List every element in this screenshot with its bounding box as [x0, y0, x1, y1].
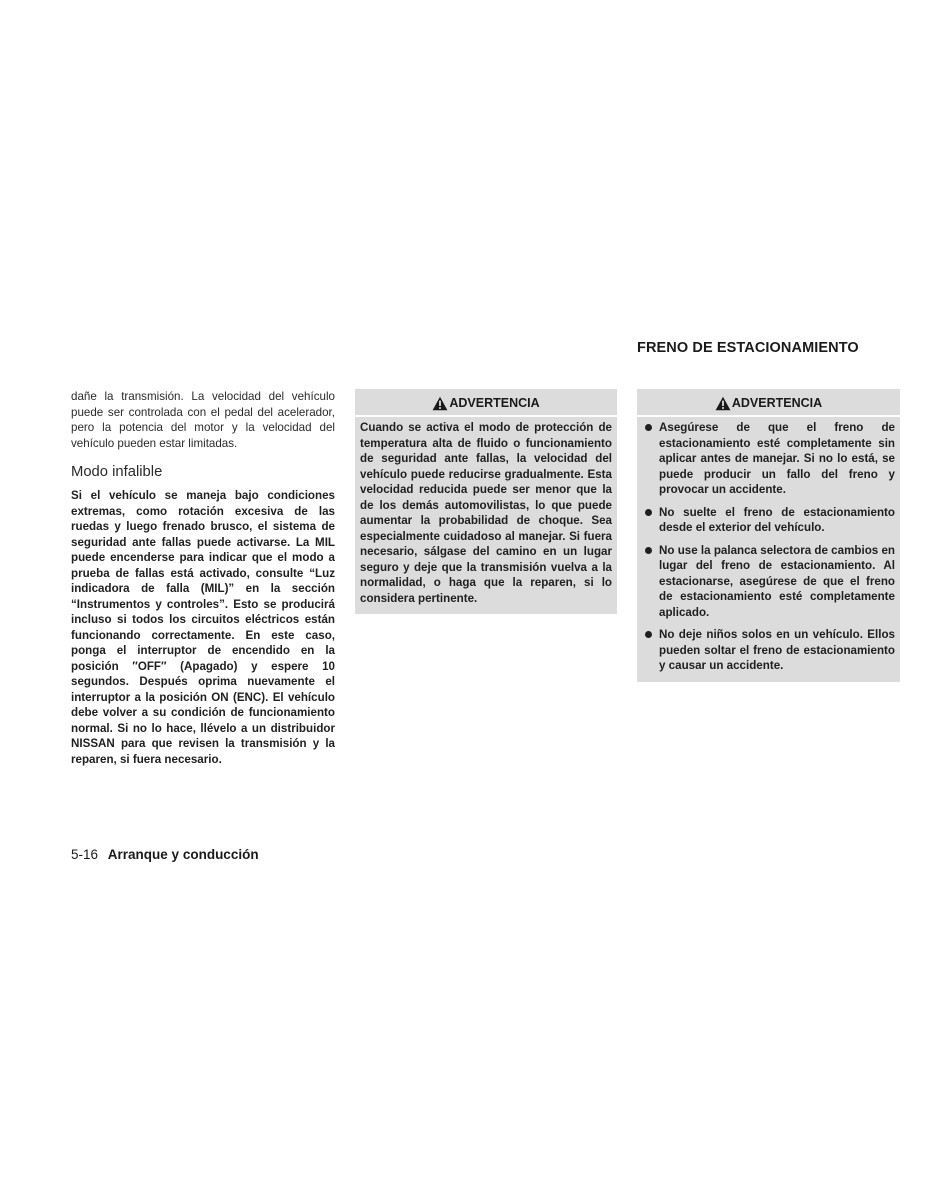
warning-text: Cuando se activa el modo de protección de temperatura alta de fluido o funcionamiento de seguridad ante fallas, la velocidad del vehículo puede reducirse gradualmente. Esta velocidad reducida puede ser menor que la de los demás automovilistas, lo que puede aumentar la probabilidad de choque. Sea especialmente cuidadoso al manejar. Si fuera necesario, sálgase del camino en un lugar seguro y deje que la transmisión vuelva a la normalidad, o haga que la reparen, si lo considera pertinente.: [360, 421, 612, 605]
list-item: [641, 543, 896, 621]
bullet-text: Asegúrese de que el freno de estacionamiento esté completamente sin aplicar antes de manejar. Si no lo está, se puede producir un fallo del freno y provocar un accidente.: [659, 421, 895, 496]
list-item: [641, 420, 896, 498]
warning-title: ADVERTENCIA: [449, 396, 540, 410]
warning-header: [641, 392, 896, 413]
fail-safe-paragraph: Si el vehículo se maneja bajo condiciones extremas, como rotación excesiva de las ruedas y luego frenado brusco, el sistema de seguridad ante fallas puede activarse. La MIL puede encenderse para indicar que el modo a prueba de fallas está activado, consulte “Luz indicadora de falla (MIL)” en la sección “Instrumentos y controles”. Esto se producirá incluso si todos los circuitos eléctricos están funcionando correctamente. En este caso, ponga el interruptor de encendido en la posición ″OFF″ (Apagado) y espere 10 segundos. Después oprima nuevamente el interruptor a la posición ON (ENC). El vehículo debe volver a su condición de funcionamiento normal. Si no lo hace, llévelo a un distribuidor NISSAN para que revisen la transmisión y la reparen, si fuera necesario.: [71, 489, 335, 766]
warning-box-parking-brake: [637, 389, 900, 682]
warning-bullet-list: [641, 420, 896, 674]
subheading-modo-infalible: Modo infalible: [71, 464, 163, 481]
bullet-dot-icon: [645, 547, 652, 554]
list-item: [641, 627, 896, 674]
bullet-dot-icon: [645, 509, 652, 516]
left-column: [71, 389, 335, 767]
page-number: 5-16: [71, 847, 99, 862]
chapter-title: Arranque y conducción: [107, 847, 259, 862]
warning-box-transmission: [355, 389, 617, 614]
warning-divider: [355, 415, 617, 417]
bullet-text: No suelte el freno de estacionamiento desde el exterior del vehículo.: [659, 505, 895, 534]
warning-title: ADVERTENCIA: [731, 396, 823, 410]
warning-divider: [637, 415, 900, 417]
warning-triangle-icon: [432, 396, 448, 411]
bullet-dot-icon: [645, 631, 652, 638]
page-footer: [71, 847, 259, 862]
middle-column: [355, 389, 617, 614]
bullet-text: No use la palanca selectora de cambios en lugar del freno de estacionamiento. Al estacionarse, asegúrese de que el freno de estacionamiento esté completamente aplicado.: [659, 543, 895, 619]
warning-header: [359, 392, 613, 413]
warning-triangle-icon: [715, 396, 731, 411]
bullet-dot-icon: [645, 424, 652, 431]
intro-paragraph: dañe la transmisión. La velocidad del vehículo puede ser controlada con el pedal del acelerador, pero la potencia del motor y la velocidad del vehículo pueden estar limitadas.: [71, 390, 335, 450]
right-column: [637, 389, 900, 682]
bullet-text: No deje niños solos en un vehículo. Ellos pueden soltar el freno de estacionamiento y causar un accidente.: [659, 628, 895, 672]
list-item: [641, 505, 896, 536]
section-title: FRENO DE ESTACIONAMIENTO: [637, 340, 859, 356]
